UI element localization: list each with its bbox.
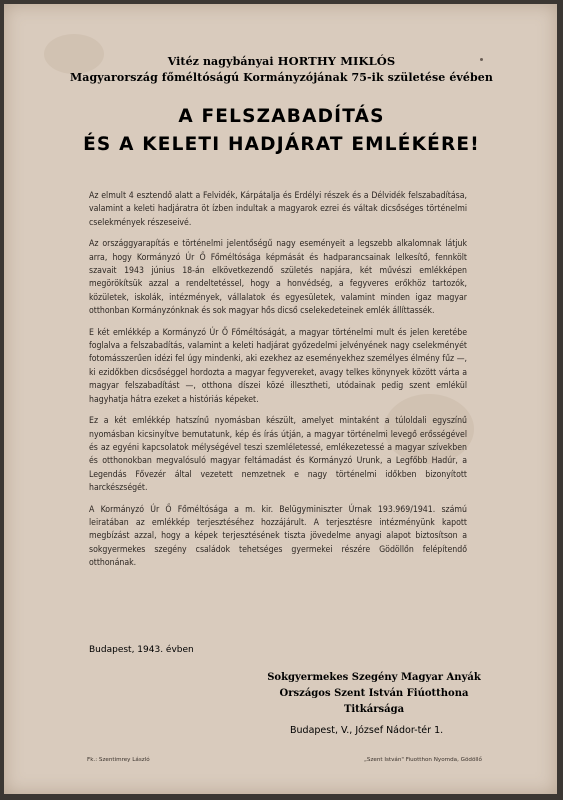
header-prefix: Vitéz nagybányai xyxy=(167,55,278,68)
date-line: Budapest, 1943. évben xyxy=(89,645,194,655)
header-name: HORTHY MIKLÓS xyxy=(277,54,396,68)
document-title-line1: A FELSZABADÍTÁS xyxy=(178,106,385,127)
footer-editor: Fk.: Szentimrey László xyxy=(87,757,150,763)
header-dedication-line1 xyxy=(0,54,563,68)
body-paragraph: Az elmult 4 esztendő alatt a Felvidék, Kárpátalja és Erdélyi részek és a Délvidék felszabadítása, valamint a keleti hadjáratra öt ízben indultak a magyarok ezrei és váltak dicsőséges történelmi cselekmények részeseivé. xyxy=(89,191,467,228)
signature-line1: Sokgyermekes Szegény Magyar Anyák xyxy=(267,672,481,683)
signature-address: Budapest, V., József Nádor-tér 1. xyxy=(290,725,444,736)
body-text xyxy=(89,190,467,579)
body-paragraph: Az országgyarapítás e történelmi jelentőségű nagy eseményeit a legszebb alkalomnak látjuk arra, hogy Kormányzó Úr Ő Főméltósága képmását és hadparancsainak lelkesítő, fennkölt szavait 1943 június 18-án elkövetkezendő születés napjára, két művészi emlékképen megörökítsük azzal a rendeltetéssel, hogy a honvédség, a fegyveres erőkhöz tartozók, közületek, iskolák, intézmények, vállalatok és egyesületek, valamint minden igaz magyar otthonban Kormányzónknak és sok magyar hős dicső cselekedeteinek emlék állíttassék. xyxy=(89,239,467,317)
body-paragraph: E két emlékkép a Kormányzó Úr Ő Főméltóságát, a magyar történelmi mult és jelen keretébe foglalva a felszabadítás, valamint a keleti hadjárat győzedelmi jelvényének nagy cselekményét fotomásszerűen idézi fel úgy mindenki, aki ezekhez az eseményekhez személyes élmény fűz —, ki ezidőkben dicsőséggel hordozta a magyar fegyvereket, avagy telkes könynyek között várta a magyar felszabadítást —, otthona díszei közé illesztheti, utódainak pedig szent emlékül hagyhatja hátra ezeket a históriás képeket. xyxy=(89,327,467,405)
signature-line2: Országos Szent István Fiúotthona xyxy=(279,688,469,699)
footer-printer: „Szent István" Fiuotthon Nyomda, Gödöllő xyxy=(364,757,482,763)
body-paragraph: Ez a két emlékkép hatszínű nyomásban készült, amelyet mintaként a túloldali egyszínű nyomásban kicsinyítve bemutatunk, kép és írás útján, a magyar történelmi levegő erősségével és az egyéni kapcsolatok mélységével teszi szemléletessé, emlékezetessé a magyar szívekben és otthonokban megvalósuló magyar feltámadást és Kormányzó Urunk, a Legfőbb Hadúr, a Legendás Fővezér által vezetett nemzetnek e nagy történelmi időkben bizonyított harckészségét. xyxy=(89,416,467,494)
document-title-line2: ÉS A KELETI HADJÁRAT EMLÉKÉRE! xyxy=(83,134,480,155)
body-paragraph: A Kormányzó Úr Ő Főméltósága a m. kir. Belügyminiszter Úrnak 193.969/1941. számú leiratában az emlékkép terjesztéséhez hozzájárult. A terjesztésre intézményünk kapott megbízást azzal, hogy a képek terjesztésének tiszta jövedelme anyagi alapot biztosítson a sokgyermekes szegény családok tehetséges gyermekei részére Gödöllőn felépítendő otthonának. xyxy=(89,504,467,569)
signature-line3: Titkársága xyxy=(343,704,405,715)
header-dedication-line2: Magyarország főméltóságú Kormányzójának 75-ik születése évében xyxy=(69,71,494,84)
ink-dot xyxy=(480,58,483,61)
